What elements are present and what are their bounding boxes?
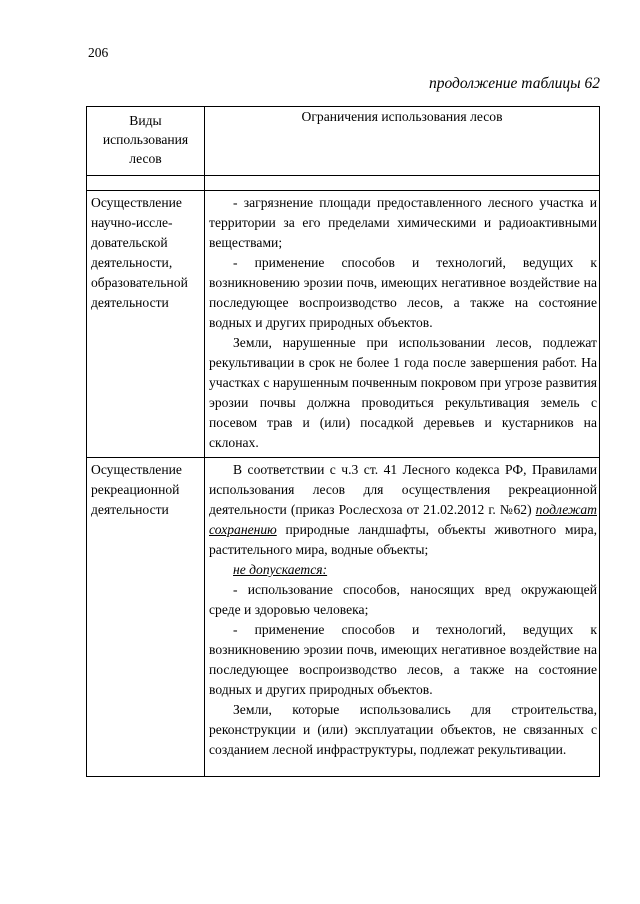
header-usage-types — [87, 107, 205, 176]
activity-cell — [87, 458, 205, 777]
restriction-paragraph: Земли, которые использовались для строительства, реконструкции и (или) эксплуатации объектов, не связанных с созданием лесной инфраструктуры, подлежат рекультивации. — [209, 702, 597, 757]
not-allowed-heading: не допускается: — [233, 562, 328, 577]
header-line: Виды — [129, 113, 162, 128]
activity-line: деятельности — [91, 502, 169, 517]
restriction-paragraph: - применение способов и технологий, ведущих к возникновению эрозии почв, имеющих негативное воздействие на последующее воспроизводство лесов, а также на состояние водных и других природных объектов. — [209, 255, 597, 330]
spacer-cell — [87, 176, 205, 191]
table-row — [87, 458, 600, 777]
activity-line: научно-иссле- — [91, 215, 173, 230]
activity-line: Осуществление — [91, 462, 182, 477]
not-allowed-heading-paragraph — [209, 560, 597, 580]
activity-line: рекреационной — [91, 482, 180, 497]
header-line: использования — [102, 132, 189, 147]
table-header-row — [87, 107, 600, 176]
spacer-cell — [205, 176, 600, 191]
legal-basis-text: В соответствии с ч.3 ст. 41 Лесного кодекса РФ, Правилами использования лесов для осуществления рекреационной деятельности (приказ Рослесхоза от 21.02.2012 г. №62) — [209, 462, 597, 517]
restriction-paragraph: - загрязнение площади предоставленного лесного участка и территории за его пределами химическими и радиоактивными веществами; — [209, 195, 597, 250]
activity-cell — [87, 191, 205, 458]
restrictions-cell — [205, 191, 600, 458]
header-line: лесов — [129, 151, 162, 166]
restriction-paragraph: - применение способов и технологий, ведущих к возникновению эрозии почв, имеющих негативное воздействие на последующее воспроизводство лесов, а также на состояние водных и других природных объектов. — [209, 622, 597, 697]
activity-line: образовательной — [91, 275, 188, 290]
preserved-objects-text: природные ландшафты, объекты животного мира, растительного мира, водные объекты; — [209, 522, 597, 557]
restriction-paragraph: - использование способов, наносящих вред окружающей среде и здоровью человека; — [209, 582, 597, 617]
activity-line: деятельности — [91, 295, 169, 310]
table-spacer-row — [87, 176, 600, 191]
table-continuation-caption: продолжение таблицы 62 — [429, 75, 600, 92]
table-row — [87, 191, 600, 458]
restrictions-cell — [205, 458, 600, 777]
legal-basis-paragraph — [209, 460, 597, 560]
header-restrictions: Ограничения использования лесов — [205, 107, 600, 176]
page-number: 206 — [88, 45, 109, 60]
must-preserve-emphasis: подлежат сохранению — [209, 502, 597, 537]
restriction-paragraph: Земли, нарушенные при использовании лесов, подлежат рекультивации в срок не более 1 года после завершения работ. На участках с нарушенным почвенным покровом при угрозе развития эрозии почвы должна проводиться рекультивация земель с посевом трав и (или) посадкой деревьев и кустарников на склонах. — [209, 335, 597, 450]
restrictions-table — [86, 106, 600, 777]
activity-line: деятельности, — [91, 255, 173, 270]
activity-line: довательской — [91, 235, 168, 250]
activity-line: Осуществление — [91, 195, 182, 210]
